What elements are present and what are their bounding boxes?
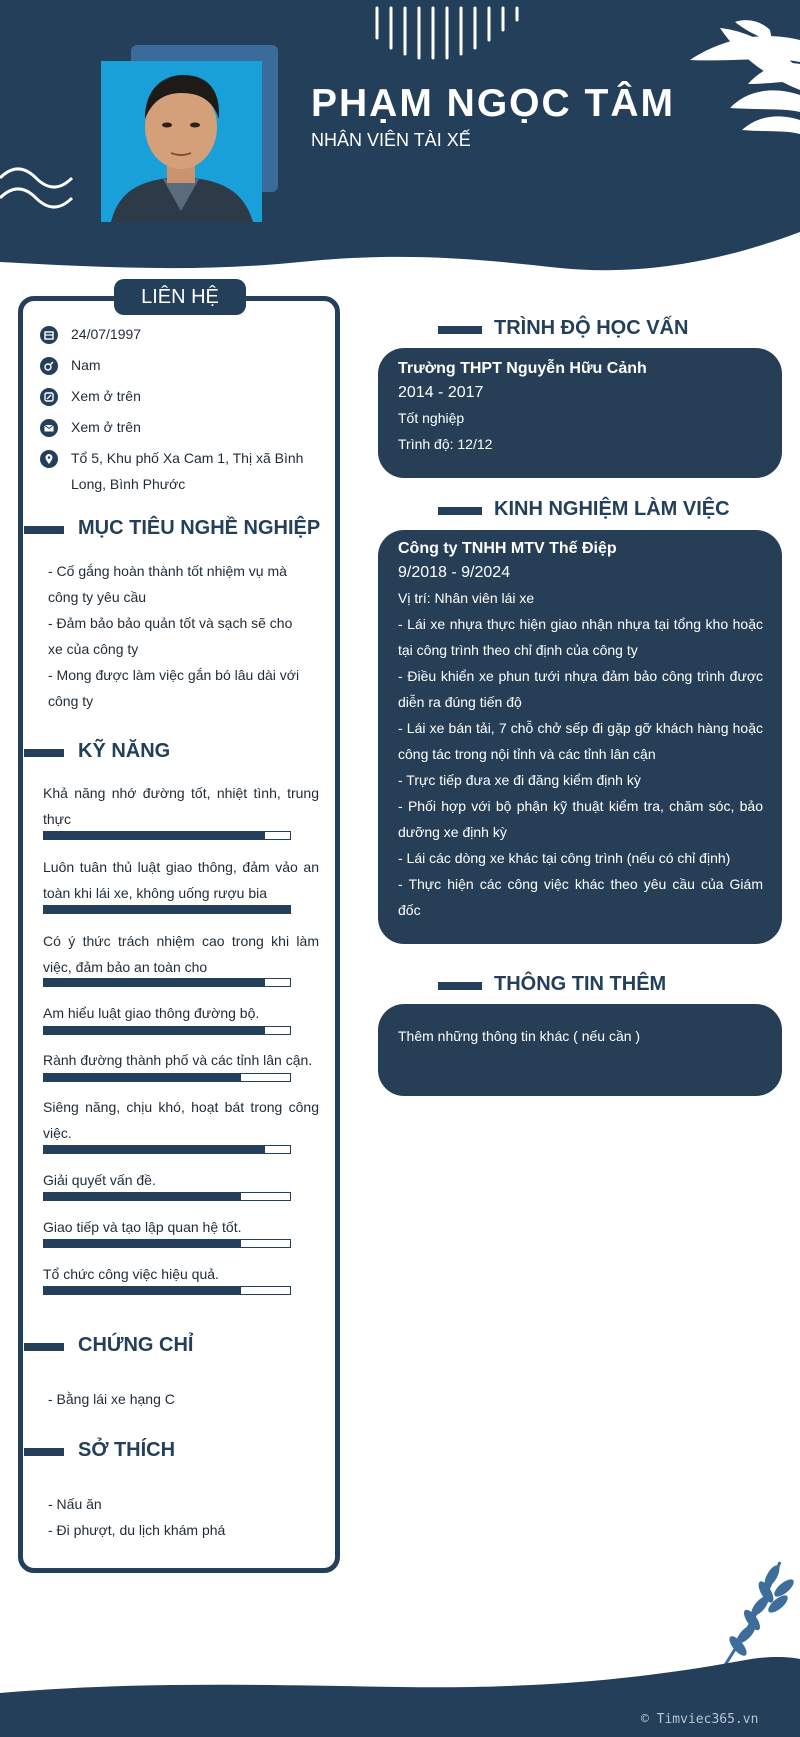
skill-bar	[43, 1073, 291, 1082]
experience-duty: - Trực tiếp đưa xe đi đăng kiểm định kỳ	[398, 772, 641, 788]
phone-icon	[40, 388, 58, 406]
experience-duty: - Lái xe nhựa thực hiện giao nhận nhựa tại tổng kho hoặc tại công trình theo chỉ định của công ty	[398, 616, 763, 658]
experience-duty: - Thực hiện các công việc khác theo yêu cầu của Giám đốc	[398, 876, 763, 918]
company-name: Công ty TNHH MTV Thế Điệp	[398, 540, 617, 557]
experience-duty: - Phối hợp với bộ phận kỹ thuật kiểm tra, chăm sóc, bảo dưỡng xe định kỳ	[398, 798, 763, 840]
job-title: NHÂN VIÊN TÀI XẾ	[311, 130, 471, 150]
additional-heading: THÔNG TIN THÊM	[438, 973, 778, 999]
skill-name: Rành đường thành phố và các tỉnh lân cận.	[43, 1052, 313, 1068]
objective-line: - Đảm bảo bảo quản tốt và sạch sẽ cho xe của công ty	[48, 615, 293, 657]
skill-bar	[43, 831, 291, 840]
education-heading: TRÌNH ĐỘ HỌC VẤN	[438, 317, 778, 343]
calendar-icon	[40, 326, 58, 344]
hobby-item: - Đi phượt, du lịch khám phá	[48, 1522, 226, 1538]
contact-title: LIÊN HỆ	[114, 279, 246, 315]
school-name: Trường THPT Nguyễn Hữu Cảnh	[398, 360, 647, 377]
certificate-item: - Bằng lái xe hạng C	[48, 1391, 175, 1407]
objective-line: - Cố gắng hoàn thành tốt nhiệm vụ mà công ty yêu cầu	[48, 563, 287, 605]
additional-text: Thêm những thông tin khác ( nếu cần )	[398, 1028, 641, 1044]
candidate-name: PHẠM NGỌC TÂM	[311, 82, 675, 125]
footer-brand: © Timviec365.vn	[641, 1712, 759, 1727]
skill-name: Khả năng nhớ đường tốt, nhiệt tình, trung thực	[43, 785, 319, 827]
education-status: Tốt nghiệp	[398, 410, 465, 426]
skill-name: Am hiểu luật giao thông đường bộ.	[43, 1005, 260, 1021]
skill-bar	[43, 1192, 291, 1201]
hobby-item: - Nấu ăn	[48, 1496, 102, 1512]
hobbies-heading: SỞ THÍCH	[24, 1439, 324, 1465]
experience-heading: KINH NGHIỆM LÀM VIỆC	[438, 498, 778, 524]
skill-name: Giải quyết vấn đề.	[43, 1172, 156, 1188]
skill-bar	[43, 1286, 291, 1295]
objective-heading: MỤC TIÊU NGHỀ NGHIỆP	[24, 517, 324, 543]
skill-bar	[43, 905, 291, 914]
experience-duty: - Lái các dòng xe khác tại công trình (nếu có chỉ định)	[398, 850, 731, 866]
skill-name: Siêng năng, chịu khó, hoạt bát trong công việc.	[43, 1099, 319, 1141]
avatar	[101, 61, 262, 222]
experience-period: 9/2018 - 9/2024	[398, 564, 511, 581]
additional-box	[378, 1004, 782, 1096]
objective-line: - Mong được làm việc gắn bó lâu dài với công ty	[48, 667, 300, 709]
certificates-heading: CHỨNG CHỈ	[24, 1334, 324, 1360]
experience-duty: - Điều khiển xe phun tưới nhựa đảm bảo công trình được diễn ra đúng tiến độ	[398, 668, 763, 710]
skill-bar	[43, 1026, 291, 1035]
skill-name: Giao tiếp và tạo lập quan hệ tốt.	[43, 1219, 242, 1235]
experience-position: Vị trí: Nhân viên lái xe	[398, 590, 535, 606]
skills-heading: KỸ NĂNG	[24, 740, 324, 766]
email-icon	[40, 419, 58, 437]
skill-bar	[43, 1239, 291, 1248]
skill-bar	[43, 1145, 291, 1154]
education-level: Trình độ: 12/12	[398, 436, 493, 452]
location-icon	[40, 450, 58, 468]
skill-name: Luôn tuân thủ luật giao thông, đảm vảo an toàn khi lái xe, không uống rượu bia	[43, 859, 319, 901]
skill-name: Có ý thức trách nhiệm cao trong khi làm việc, đảm bảo an toàn cho	[43, 933, 319, 975]
experience-duty: - Lái xe bán tải, 7 chỗ chở sếp đi gặp gỡ khách hàng hoặc công tác trong nội tỉnh và các tỉnh lân cận	[398, 720, 763, 762]
skill-bar	[43, 978, 291, 987]
skill-name: Tổ chức công việc hiệu quả.	[43, 1266, 219, 1282]
education-period: 2014 - 2017	[398, 384, 484, 401]
gender-icon	[40, 357, 58, 375]
